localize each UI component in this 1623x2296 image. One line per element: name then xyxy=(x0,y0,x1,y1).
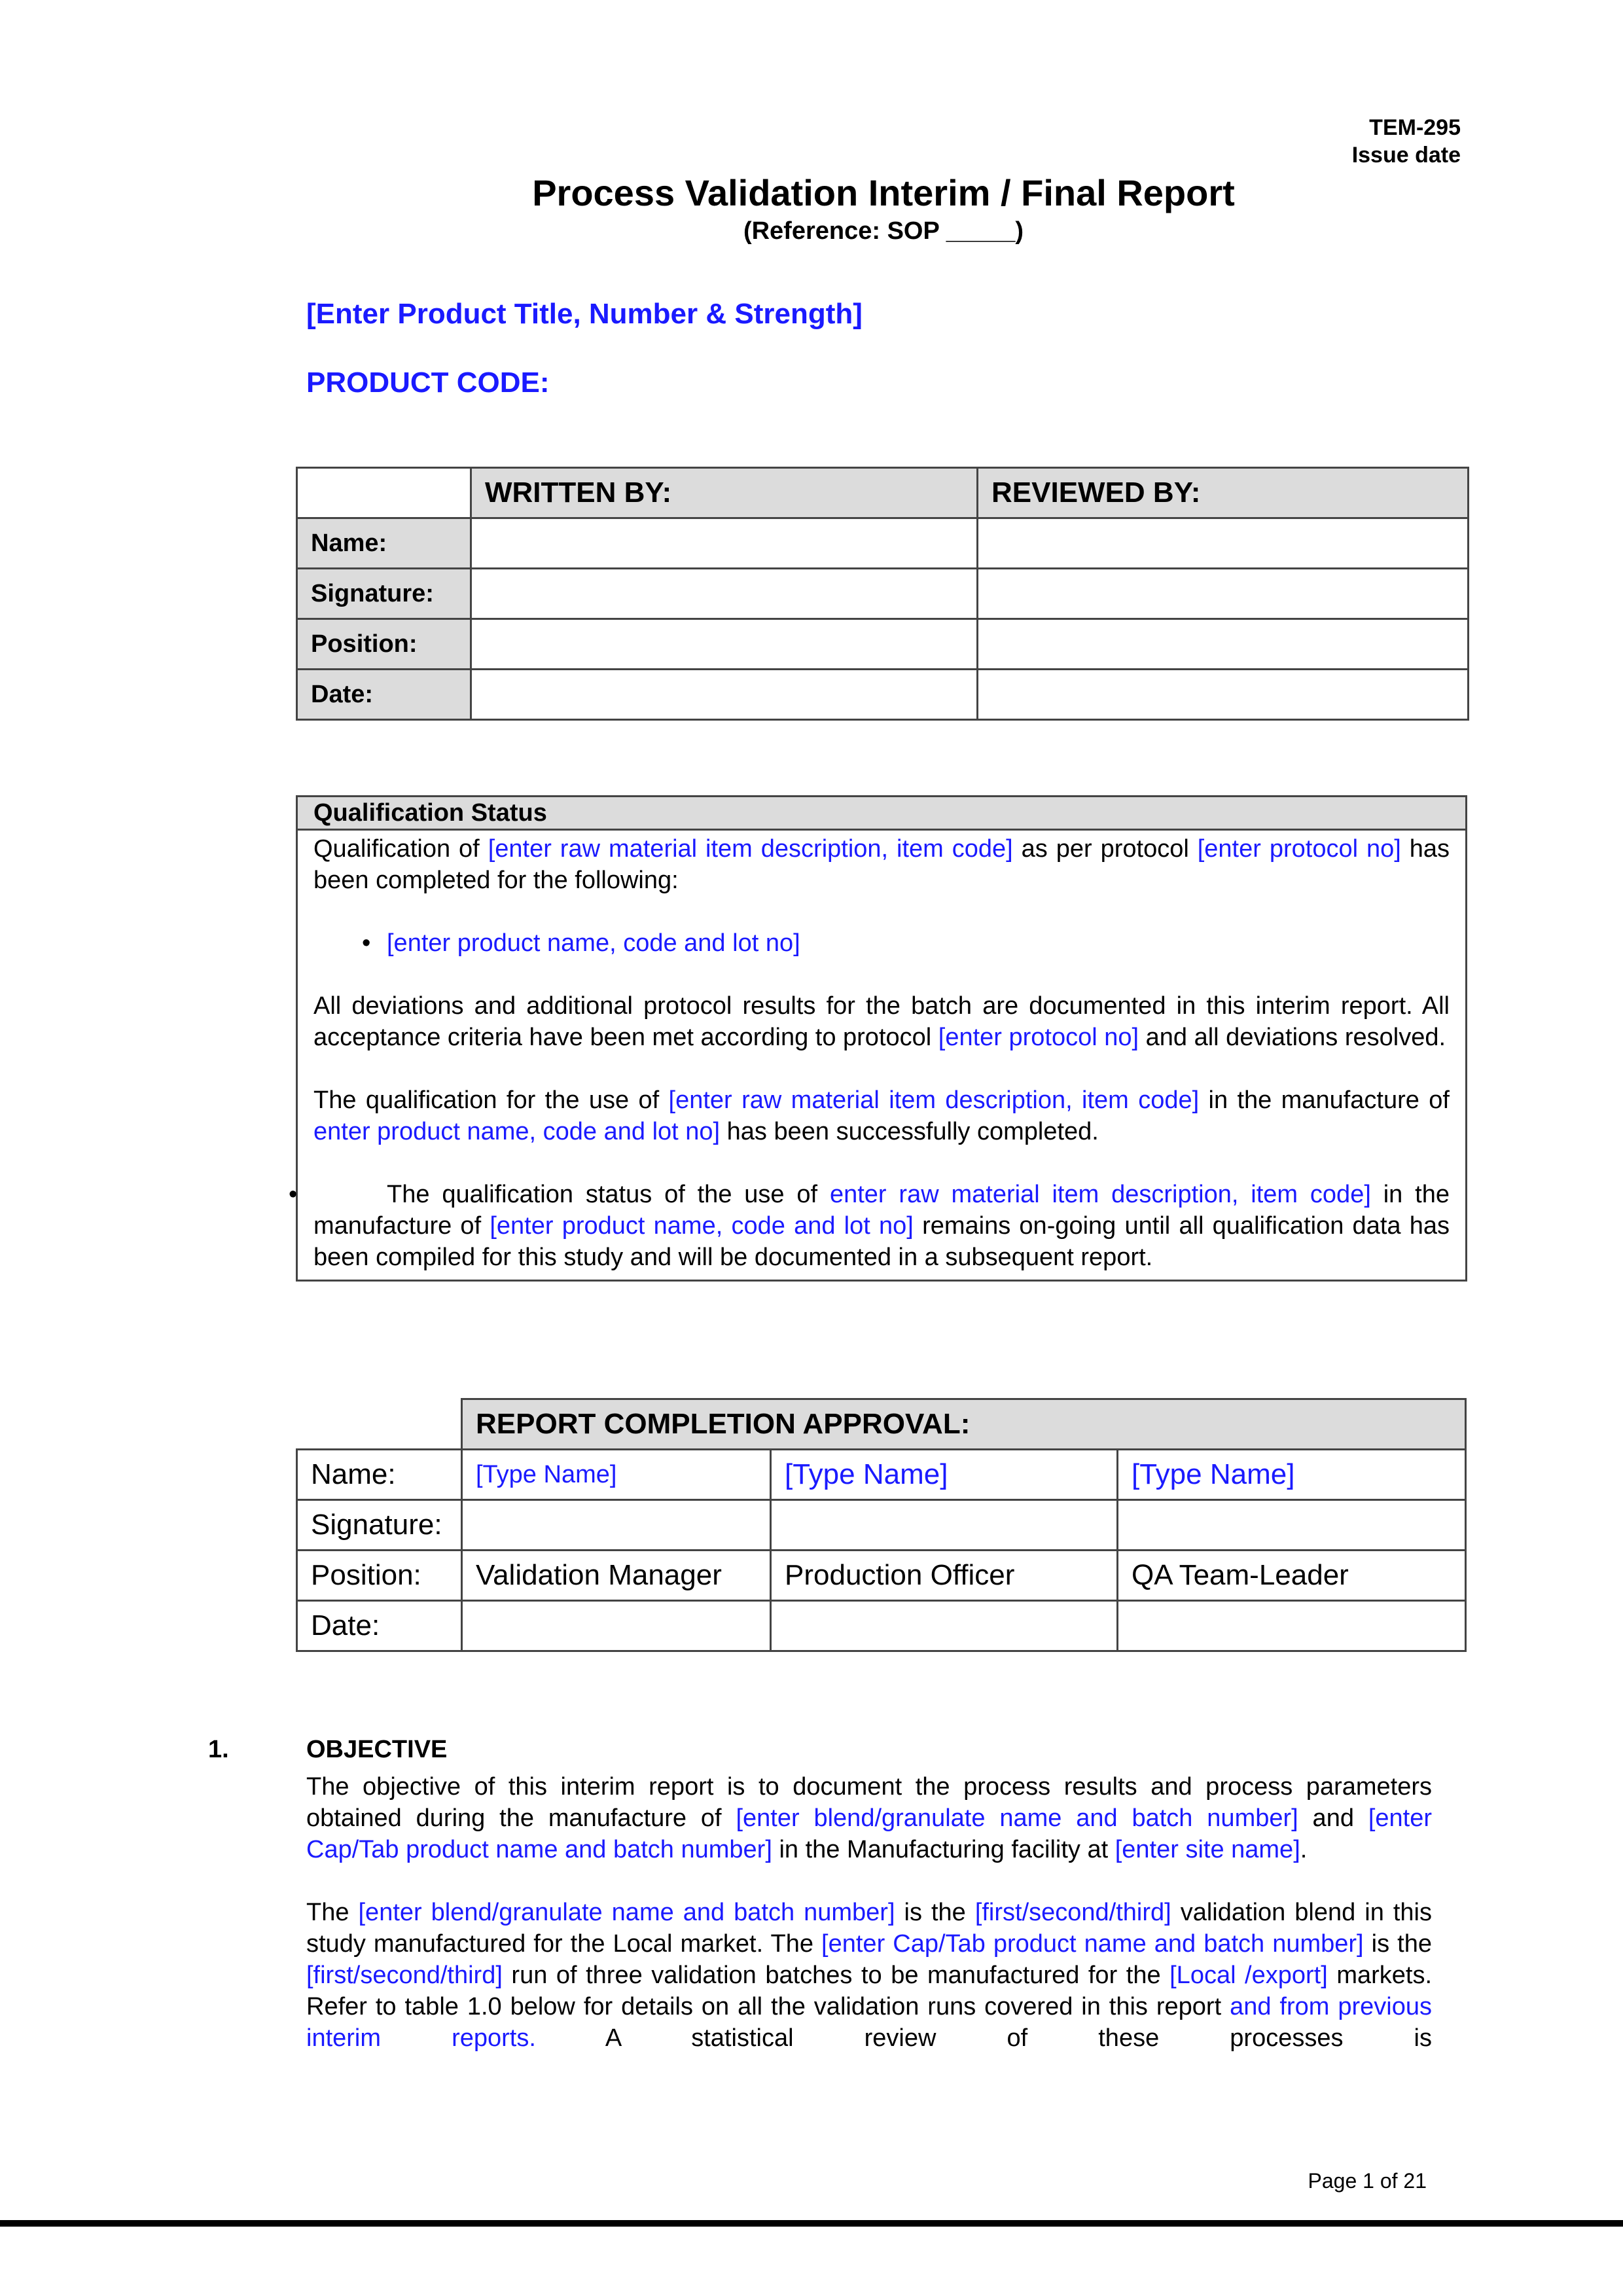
bullet-icon: • xyxy=(289,1181,298,1208)
signoff-corner-cell xyxy=(297,468,471,518)
section-title: OBJECTIVE xyxy=(306,1736,448,1763)
captab-batch-placeholder[interactable]: [enter Cap/Tab product name and batch number] xyxy=(821,1930,1364,1958)
footer-divider xyxy=(0,2220,1623,2227)
objective-paragraph: The [enter blend/granulate name and batch number] is the [first/second/third] validation blend in this study manufactured for the Local market. The [enter Cap/Tab product name and batch number] is the [first/second/third] run of three validation batches to be manufactured for the [Local /export] markets. Refer to table 1.0 below for details on all the validation runs covered in this report and from previous interim reports. A statistical review of these processes is xyxy=(306,1899,1433,2052)
qualification-status-box xyxy=(289,795,1467,1282)
sop-reference: (Reference: SOP _____) xyxy=(743,217,1024,245)
page-number: Page 1 of 21 xyxy=(1308,2169,1427,2193)
approver-signature-field[interactable] xyxy=(1118,1500,1466,1551)
approver-position: Production Officer xyxy=(771,1551,1118,1601)
approver-signature-field[interactable] xyxy=(462,1500,771,1551)
objective-body xyxy=(306,1771,1432,2054)
approver-name-field[interactable]: [Type Name] xyxy=(1118,1450,1466,1500)
approver-signature-field[interactable] xyxy=(771,1500,1118,1551)
run-order-placeholder[interactable]: [first/second/third] xyxy=(974,1899,1171,1926)
blend-batch-placeholder[interactable]: [enter blend/granulate name and batch number] xyxy=(736,1804,1298,1832)
raw-material-placeholder[interactable]: [enter raw material item description, item code] xyxy=(488,835,1013,863)
objective-paragraph: The objective of this interim report is to document the process results and process parameters obtained during the manufacture of [enter blend/granulate name and batch number] and [enter Cap/Tab product name and batch number] in the Manufacturing facility at [enter site name]. xyxy=(306,1773,1432,1863)
qualification-status-heading: Qualification Status xyxy=(298,797,1465,831)
product-lot-placeholder[interactable]: [enter product name, code and lot no] xyxy=(387,929,800,957)
reviewed-by-header: REVIEWED BY: xyxy=(978,468,1469,518)
template-code: TEM-295 xyxy=(1369,115,1461,140)
approval-row-label: Name: xyxy=(297,1450,462,1500)
blend-batch-placeholder[interactable]: [enter blend/granulate name and batch number] xyxy=(358,1899,895,1926)
reviewed-by-signature-field[interactable] xyxy=(978,569,1469,619)
approver-position: QA Team-Leader xyxy=(1118,1551,1466,1601)
market-placeholder[interactable]: [Local /export] xyxy=(1169,1962,1328,1989)
written-by-signature-field[interactable] xyxy=(471,569,978,619)
approver-name-field[interactable]: [Type Name] xyxy=(771,1450,1118,1500)
issue-date-label: Issue date xyxy=(1351,143,1461,168)
signoff-row-label: Signature: xyxy=(297,569,471,619)
written-by-position-field[interactable] xyxy=(471,619,978,670)
signoff-row-label: Position: xyxy=(297,619,471,670)
approver-date-field[interactable] xyxy=(462,1601,771,1651)
list-item xyxy=(313,927,1450,959)
signoff-row-label: Name: xyxy=(297,518,471,569)
approval-row-label: Date: xyxy=(297,1601,462,1651)
document-title: Process Validation Interim / Final Report xyxy=(532,172,1235,213)
approver-date-field[interactable] xyxy=(1118,1601,1466,1651)
approval-row-label: Signature: xyxy=(297,1500,462,1551)
raw-material-placeholder[interactable]: enter raw material item description, item code] xyxy=(829,1181,1371,1208)
bullet-icon: • xyxy=(362,929,371,957)
written-by-header: WRITTEN BY: xyxy=(471,468,978,518)
run-order-placeholder[interactable]: [first/second/third] xyxy=(306,1962,503,1989)
site-name-placeholder[interactable]: [enter site name] xyxy=(1115,1836,1300,1863)
protocol-no-placeholder[interactable]: [enter protocol no] xyxy=(1197,835,1401,863)
previous-reports-placeholder[interactable]: and from previous interim reports. xyxy=(306,1993,1432,2052)
reviewed-by-date-field[interactable] xyxy=(978,670,1469,720)
approver-date-field[interactable] xyxy=(771,1601,1118,1651)
qualification-status-body xyxy=(289,831,1465,1280)
product-lot-placeholder[interactable]: [enter product name, code and lot no] xyxy=(490,1212,914,1240)
approval-row-label: Position: xyxy=(297,1551,462,1601)
qualification-paragraph: The qualification for the use of [enter raw material item description, item code] in the manufacture of enter product name, code and lot no] has been successfully completed. xyxy=(313,1086,1450,1145)
approver-position: Validation Manager xyxy=(462,1551,771,1601)
product-code-label: PRODUCT CODE: xyxy=(306,367,550,399)
product-title-placeholder[interactable]: [Enter Product Title, Number & Strength] xyxy=(306,298,863,330)
signoff-table xyxy=(296,467,1469,721)
product-lot-placeholder[interactable]: enter product name, code and lot no] xyxy=(313,1118,721,1145)
reviewed-by-name-field[interactable] xyxy=(978,518,1469,569)
protocol-no-placeholder[interactable]: [enter protocol no] xyxy=(938,1024,1139,1051)
reviewed-by-position-field[interactable] xyxy=(978,619,1469,670)
signoff-row-label: Date: xyxy=(297,670,471,720)
raw-material-placeholder[interactable]: [enter raw material item description, item code] xyxy=(668,1086,1200,1114)
report-approval-table xyxy=(296,1398,1467,1652)
approver-name-field[interactable]: [Type Name] xyxy=(462,1450,771,1500)
captab-batch-placeholder[interactable]: [enter Cap/Tab product name and batch number] xyxy=(306,1804,1432,1863)
written-by-date-field[interactable] xyxy=(471,670,978,720)
written-by-name-field[interactable] xyxy=(471,518,978,569)
approval-corner-cell xyxy=(297,1399,462,1450)
section-number: 1. xyxy=(208,1736,229,1763)
approval-heading: REPORT COMPLETION APPROVAL: xyxy=(462,1399,1466,1450)
qualification-paragraph: All deviations and additional protocol results for the batch are documented in this interim report. All acceptance criteria have been met according to protocol [enter protocol no] and all deviations resolved. xyxy=(313,992,1450,1051)
qualification-paragraph: Qualification of [enter raw material item description, item code] as per protocol [enter protocol no] has been completed for the following: xyxy=(313,835,1450,894)
list-item: • The qualification status of the use of enter raw material item description, item code] in the manufacture of [enter product name, code and lot no] remains on-going until all qualification data has been compiled for this study and will be documented in a subsequent report. xyxy=(313,1179,1450,1273)
